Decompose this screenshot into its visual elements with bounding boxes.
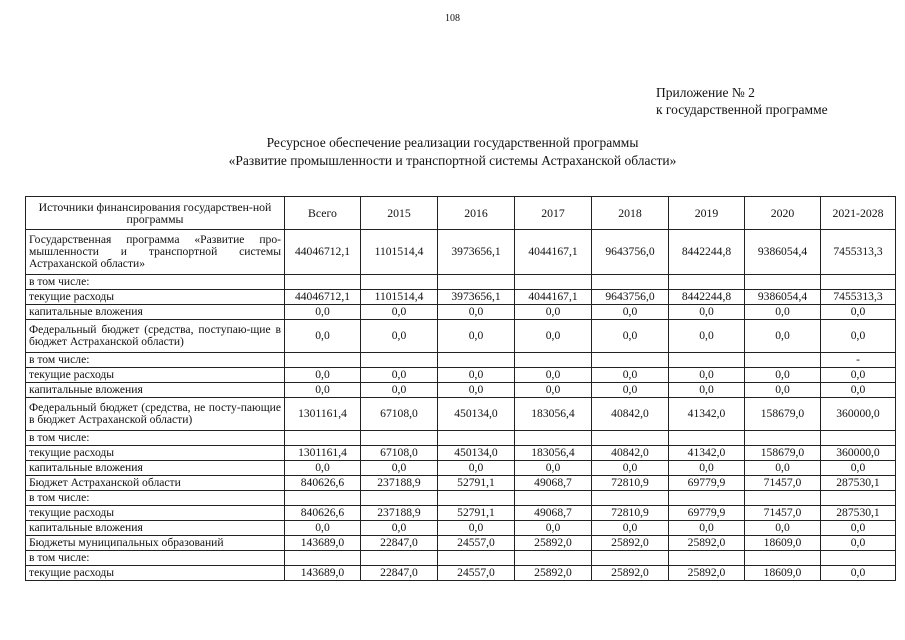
value-cell: 8442244,8: [669, 290, 745, 305]
value-cell: 143689,0: [285, 536, 361, 551]
value-cell: 9643756,0: [592, 290, 669, 305]
value-cell: 0,0: [669, 305, 745, 320]
value-cell: 0,0: [669, 461, 745, 476]
appendix-line-2: к государственной программе: [656, 102, 828, 117]
value-cell: 0,0: [821, 521, 896, 536]
value-cell: [285, 491, 361, 506]
value-cell: 18609,0: [745, 566, 821, 581]
value-cell: 0,0: [515, 461, 592, 476]
value-cell: 0,0: [515, 383, 592, 398]
value-cell: 49068,7: [515, 506, 592, 521]
value-cell: 0,0: [592, 521, 669, 536]
value-cell: 41342,0: [669, 446, 745, 461]
value-cell: 4044167,1: [515, 290, 592, 305]
value-cell: 237188,9: [361, 476, 438, 491]
value-cell: 0,0: [438, 320, 515, 353]
value-cell: 0,0: [669, 383, 745, 398]
value-cell: 25892,0: [515, 536, 592, 551]
table-row: [26, 491, 896, 506]
value-cell: 0,0: [821, 368, 896, 383]
value-cell: 0,0: [438, 521, 515, 536]
value-cell: [745, 353, 821, 368]
value-cell: [592, 551, 669, 566]
value-cell: 0,0: [745, 521, 821, 536]
value-cell: [438, 551, 515, 566]
value-cell: 0,0: [361, 383, 438, 398]
header-col: 2018: [592, 197, 669, 230]
row-label: капитальные вложения: [26, 305, 285, 320]
value-cell: 0,0: [285, 383, 361, 398]
table-row: [26, 305, 896, 320]
value-cell: 287530,1: [821, 476, 896, 491]
row-label: в том числе:: [26, 551, 285, 566]
value-cell: [745, 551, 821, 566]
value-cell: 0,0: [669, 320, 745, 353]
row-label: в том числе:: [26, 491, 285, 506]
value-cell: [821, 275, 896, 290]
value-cell: [515, 431, 592, 446]
value-cell: 0,0: [592, 305, 669, 320]
value-cell: [361, 431, 438, 446]
value-cell: [745, 431, 821, 446]
value-cell: 0,0: [515, 305, 592, 320]
value-cell: [361, 353, 438, 368]
value-cell: 0,0: [745, 383, 821, 398]
value-cell: 3973656,1: [438, 230, 515, 275]
value-cell: 0,0: [821, 320, 896, 353]
value-cell: 1301161,4: [285, 446, 361, 461]
value-cell: 40842,0: [592, 398, 669, 431]
value-cell: 143689,0: [285, 566, 361, 581]
value-cell: 25892,0: [515, 566, 592, 581]
table-row: [26, 536, 896, 551]
value-cell: 22847,0: [361, 536, 438, 551]
value-cell: 0,0: [515, 368, 592, 383]
value-cell: [285, 353, 361, 368]
funding-table: [25, 196, 896, 581]
table-row: [26, 476, 896, 491]
value-cell: 25892,0: [669, 536, 745, 551]
value-cell: 0,0: [285, 368, 361, 383]
value-cell: 0,0: [361, 320, 438, 353]
value-cell: 7455313,3: [821, 230, 896, 275]
value-cell: [285, 431, 361, 446]
value-cell: [515, 275, 592, 290]
value-cell: 67108,0: [361, 398, 438, 431]
row-label: Государственная программа «Развитие про-мышленности и транспортной системы Астраханской области»: [26, 230, 285, 275]
header-source: Источники финансирования государствен-ной программы: [26, 197, 285, 230]
table-row: [26, 551, 896, 566]
row-label: капитальные вложения: [26, 383, 285, 398]
table-row: [26, 566, 896, 581]
value-cell: 0,0: [669, 368, 745, 383]
table-row: [26, 368, 896, 383]
value-cell: [515, 551, 592, 566]
value-cell: 450134,0: [438, 398, 515, 431]
value-cell: 0,0: [515, 320, 592, 353]
value-cell: [821, 551, 896, 566]
value-cell: 44046712,1: [285, 230, 361, 275]
row-label: Федеральный бюджет (средства, поступаю-щие в бюджет Астраханской области): [26, 320, 285, 353]
row-label: текущие расходы: [26, 506, 285, 521]
value-cell: 1101514,4: [361, 230, 438, 275]
value-cell: 0,0: [745, 368, 821, 383]
row-label: текущие расходы: [26, 566, 285, 581]
value-cell: 71457,0: [745, 476, 821, 491]
value-cell: [515, 491, 592, 506]
table-row: [26, 230, 896, 275]
header-col: 2019: [669, 197, 745, 230]
value-cell: 0,0: [821, 536, 896, 551]
value-cell: 0,0: [669, 521, 745, 536]
value-cell: 183056,4: [515, 398, 592, 431]
title-line-1: Ресурсное обеспечение реализации государственной программы: [266, 135, 639, 150]
value-cell: 25892,0: [669, 566, 745, 581]
value-cell: 1101514,4: [361, 290, 438, 305]
table-row: [26, 320, 896, 353]
value-cell: 72810,9: [592, 506, 669, 521]
value-cell: 0,0: [515, 521, 592, 536]
row-label: текущие расходы: [26, 446, 285, 461]
value-cell: 9386054,4: [745, 230, 821, 275]
value-cell: 1301161,4: [285, 398, 361, 431]
row-label: капитальные вложения: [26, 461, 285, 476]
value-cell: 0,0: [592, 461, 669, 476]
value-cell: 8442244,8: [669, 230, 745, 275]
value-cell: 25892,0: [592, 536, 669, 551]
value-cell: 3973656,1: [438, 290, 515, 305]
value-cell: 0,0: [361, 521, 438, 536]
row-label: в том числе:: [26, 275, 285, 290]
value-cell: 0,0: [438, 305, 515, 320]
value-cell: 0,0: [821, 383, 896, 398]
value-cell: 7455313,3: [821, 290, 896, 305]
value-cell: [669, 551, 745, 566]
value-cell: 72810,9: [592, 476, 669, 491]
value-cell: 840626,6: [285, 506, 361, 521]
value-cell: [592, 491, 669, 506]
value-cell: [592, 431, 669, 446]
value-cell: 158679,0: [745, 446, 821, 461]
table-row: [26, 521, 896, 536]
value-cell: 287530,1: [821, 506, 896, 521]
value-cell: 360000,0: [821, 398, 896, 431]
value-cell: 0,0: [745, 305, 821, 320]
value-cell: 18609,0: [745, 536, 821, 551]
table-row: [26, 398, 896, 431]
row-label: текущие расходы: [26, 368, 285, 383]
table-row: [26, 290, 896, 305]
value-cell: 67108,0: [361, 446, 438, 461]
title-line-2: «Развитие промышленности и транспортной системы Астраханской области»: [228, 153, 677, 168]
value-cell: 0,0: [285, 461, 361, 476]
header-col: Всего: [285, 197, 361, 230]
value-cell: [285, 275, 361, 290]
header-col: 2015: [361, 197, 438, 230]
value-cell: 360000,0: [821, 446, 896, 461]
value-cell: 0,0: [361, 368, 438, 383]
value-cell: 0,0: [361, 461, 438, 476]
value-cell: [669, 353, 745, 368]
value-cell: [438, 431, 515, 446]
header-col: 2017: [515, 197, 592, 230]
header-col: 2016: [438, 197, 515, 230]
value-cell: [438, 275, 515, 290]
value-cell: 0,0: [745, 461, 821, 476]
value-cell: [438, 491, 515, 506]
value-cell: 9386054,4: [745, 290, 821, 305]
value-cell: 24557,0: [438, 566, 515, 581]
table-row: [26, 431, 896, 446]
value-cell: 0,0: [821, 566, 896, 581]
value-cell: 40842,0: [592, 446, 669, 461]
value-cell: 158679,0: [745, 398, 821, 431]
value-cell: [515, 353, 592, 368]
row-label: Бюджет Астраханской области: [26, 476, 285, 491]
value-cell: [745, 491, 821, 506]
row-label: Бюджеты муниципальных образований: [26, 536, 285, 551]
value-cell: -: [821, 353, 896, 368]
table-header-row: [26, 197, 896, 230]
value-cell: [669, 431, 745, 446]
value-cell: 183056,4: [515, 446, 592, 461]
value-cell: 0,0: [592, 383, 669, 398]
appendix-caption: [656, 84, 828, 118]
value-cell: 0,0: [592, 368, 669, 383]
value-cell: [361, 275, 438, 290]
table-row: [26, 275, 896, 290]
value-cell: [821, 431, 896, 446]
document-title: [0, 134, 905, 170]
value-cell: 0,0: [438, 368, 515, 383]
value-cell: [592, 353, 669, 368]
row-label: Федеральный бюджет (средства, не посту-пающие в бюджет Астраханской области): [26, 398, 285, 431]
value-cell: [438, 353, 515, 368]
value-cell: 840626,6: [285, 476, 361, 491]
value-cell: 24557,0: [438, 536, 515, 551]
value-cell: 71457,0: [745, 506, 821, 521]
value-cell: 44046712,1: [285, 290, 361, 305]
value-cell: 69779,9: [669, 506, 745, 521]
value-cell: 9643756,0: [592, 230, 669, 275]
value-cell: [669, 491, 745, 506]
value-cell: [361, 491, 438, 506]
value-cell: 0,0: [438, 461, 515, 476]
value-cell: [669, 275, 745, 290]
value-cell: 41342,0: [669, 398, 745, 431]
value-cell: 0,0: [361, 305, 438, 320]
row-label: текущие расходы: [26, 290, 285, 305]
value-cell: 4044167,1: [515, 230, 592, 275]
value-cell: 0,0: [821, 461, 896, 476]
value-cell: 450134,0: [438, 446, 515, 461]
value-cell: [361, 551, 438, 566]
value-cell: 0,0: [285, 305, 361, 320]
value-cell: [592, 275, 669, 290]
page-number: 108: [445, 13, 460, 24]
value-cell: 69779,9: [669, 476, 745, 491]
value-cell: 0,0: [745, 320, 821, 353]
value-cell: 52791,1: [438, 476, 515, 491]
value-cell: 49068,7: [515, 476, 592, 491]
table-row: [26, 461, 896, 476]
row-label: в том числе:: [26, 431, 285, 446]
header-col: 2020: [745, 197, 821, 230]
table-row: [26, 506, 896, 521]
value-cell: [285, 551, 361, 566]
appendix-line-1: Приложение № 2: [656, 85, 755, 100]
row-label: в том числе:: [26, 353, 285, 368]
table-row: [26, 383, 896, 398]
header-col: 2021-2028: [821, 197, 896, 230]
value-cell: 25892,0: [592, 566, 669, 581]
value-cell: 52791,1: [438, 506, 515, 521]
value-cell: 0,0: [285, 320, 361, 353]
value-cell: [821, 491, 896, 506]
value-cell: 0,0: [285, 521, 361, 536]
value-cell: 0,0: [438, 383, 515, 398]
table-row: [26, 353, 896, 368]
value-cell: [745, 275, 821, 290]
value-cell: 0,0: [592, 320, 669, 353]
row-label: капитальные вложения: [26, 521, 285, 536]
value-cell: 22847,0: [361, 566, 438, 581]
table-row: [26, 446, 896, 461]
value-cell: 237188,9: [361, 506, 438, 521]
value-cell: 0,0: [821, 305, 896, 320]
